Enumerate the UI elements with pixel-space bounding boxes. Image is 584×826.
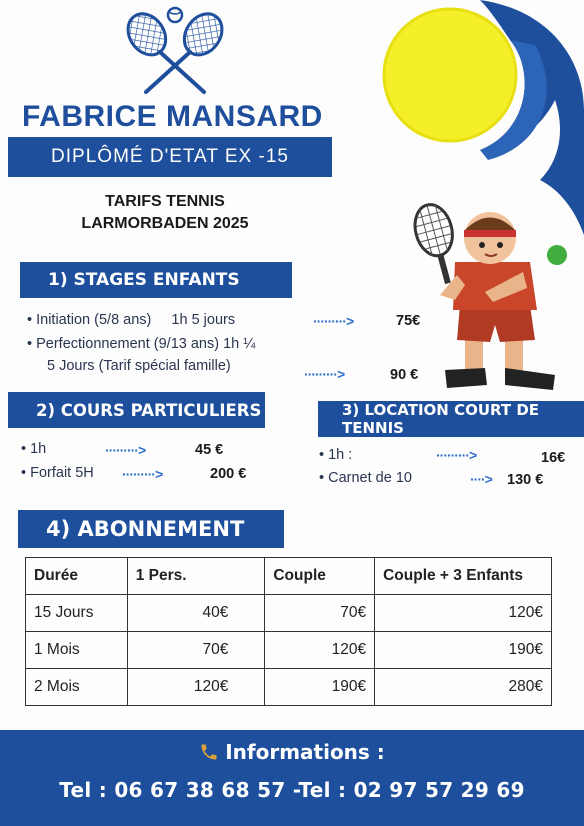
stages-heading: 1) STAGES ENFANTS xyxy=(20,262,292,298)
cours-item-2-price: 200 € xyxy=(210,466,247,482)
page-subtitle xyxy=(20,191,310,235)
cell-price: 280€ xyxy=(375,669,552,706)
cell-duration: 2 Mois xyxy=(26,669,128,706)
bullet: • xyxy=(21,465,31,481)
stages-item-1-price: 75€ xyxy=(396,313,421,329)
info-line xyxy=(0,740,584,764)
stages-item-2-price: 90 € xyxy=(390,367,419,383)
cours-item-1-label: 1h xyxy=(30,441,47,457)
location-item-2-label: Carnet de 10 xyxy=(328,470,412,486)
stages-item-1 xyxy=(27,312,235,328)
phone-numbers: Tel : 06 67 38 68 57 -Tel : 02 97 57 29 69 xyxy=(59,778,525,802)
cours-item-2-label: Forfait 5H xyxy=(30,465,94,481)
location-item-1 xyxy=(319,447,352,463)
column-header: Durée xyxy=(26,558,128,595)
cours-heading: 2) COURS PARTICULIERS xyxy=(8,392,265,428)
bullet: • xyxy=(21,441,31,457)
abonnement-table xyxy=(25,557,552,706)
stages-item-2 xyxy=(27,336,255,352)
location-item-2-price: 130 € xyxy=(507,472,544,488)
cours-item-1 xyxy=(21,441,46,457)
bullet: • xyxy=(319,470,329,486)
arrow-dots: ·········> xyxy=(122,466,163,482)
table-header-row xyxy=(26,558,552,595)
arrow-dots: ·········> xyxy=(304,366,345,382)
info-footer xyxy=(0,730,584,826)
subtitle-line-1: TARIFS TENNIS xyxy=(105,193,225,210)
location-item-2 xyxy=(319,470,412,486)
bullet: • xyxy=(27,312,37,328)
cell-price: 120€ xyxy=(127,669,265,706)
bullet: • xyxy=(27,336,37,352)
cell-duration: 15 Jours xyxy=(26,595,128,632)
stages-item-1-duration: 1h 5 jours xyxy=(171,312,236,328)
crossed-rackets-logo xyxy=(118,6,232,96)
cell-price: 70€ xyxy=(265,595,375,632)
cell-price: 120€ xyxy=(265,632,375,669)
column-header: 1 Pers. xyxy=(127,558,265,595)
cell-price: 40€ xyxy=(127,595,265,632)
phone-icon xyxy=(199,742,219,762)
cell-price: 120€ xyxy=(375,595,552,632)
arrow-dots: ····> xyxy=(470,471,492,487)
stages-item-2-label: Perfectionnement (9/13 ans) 1h ¼ xyxy=(36,336,256,352)
diploma-banner: DIPLÔMÉ D'ETAT EX -15 xyxy=(8,137,332,177)
cell-price: 190€ xyxy=(265,669,375,706)
location-item-1-price: 16€ xyxy=(541,450,566,466)
cours-item-1-price: 45 € xyxy=(195,442,224,458)
bullet: • xyxy=(319,447,329,463)
location-heading: 3) LOCATION COURT DE TENNIS xyxy=(318,401,584,437)
cell-price: 70€ xyxy=(127,632,265,669)
arrow-dots: ·········> xyxy=(436,447,477,463)
kid-tennis-player-illustration xyxy=(405,200,584,395)
arrow-dots: ·········> xyxy=(313,313,354,329)
info-label: Informations : xyxy=(225,740,385,764)
stages-item-1-label: Initiation (5/8 ans) xyxy=(36,312,152,328)
arrow-dots: ·········> xyxy=(105,442,146,458)
coach-name: FABRICE MANSARD xyxy=(22,100,323,133)
subtitle-line-2: LARMORBADEN 2025 xyxy=(81,215,249,232)
column-header: Couple xyxy=(265,558,375,595)
table-row xyxy=(26,632,552,669)
abonnement-heading: 4) ABONNEMENT xyxy=(18,510,284,548)
cell-duration: 1 Mois xyxy=(26,632,128,669)
cours-item-2 xyxy=(21,465,94,481)
column-header: Couple + 3 Enfants xyxy=(375,558,552,595)
stages-item-2-sub: 5 Jours (Tarif spécial famille) xyxy=(47,358,231,374)
location-item-1-label: 1h : xyxy=(328,447,353,463)
cell-price: 190€ xyxy=(375,632,552,669)
table-row xyxy=(26,669,552,706)
table-row xyxy=(26,595,552,632)
